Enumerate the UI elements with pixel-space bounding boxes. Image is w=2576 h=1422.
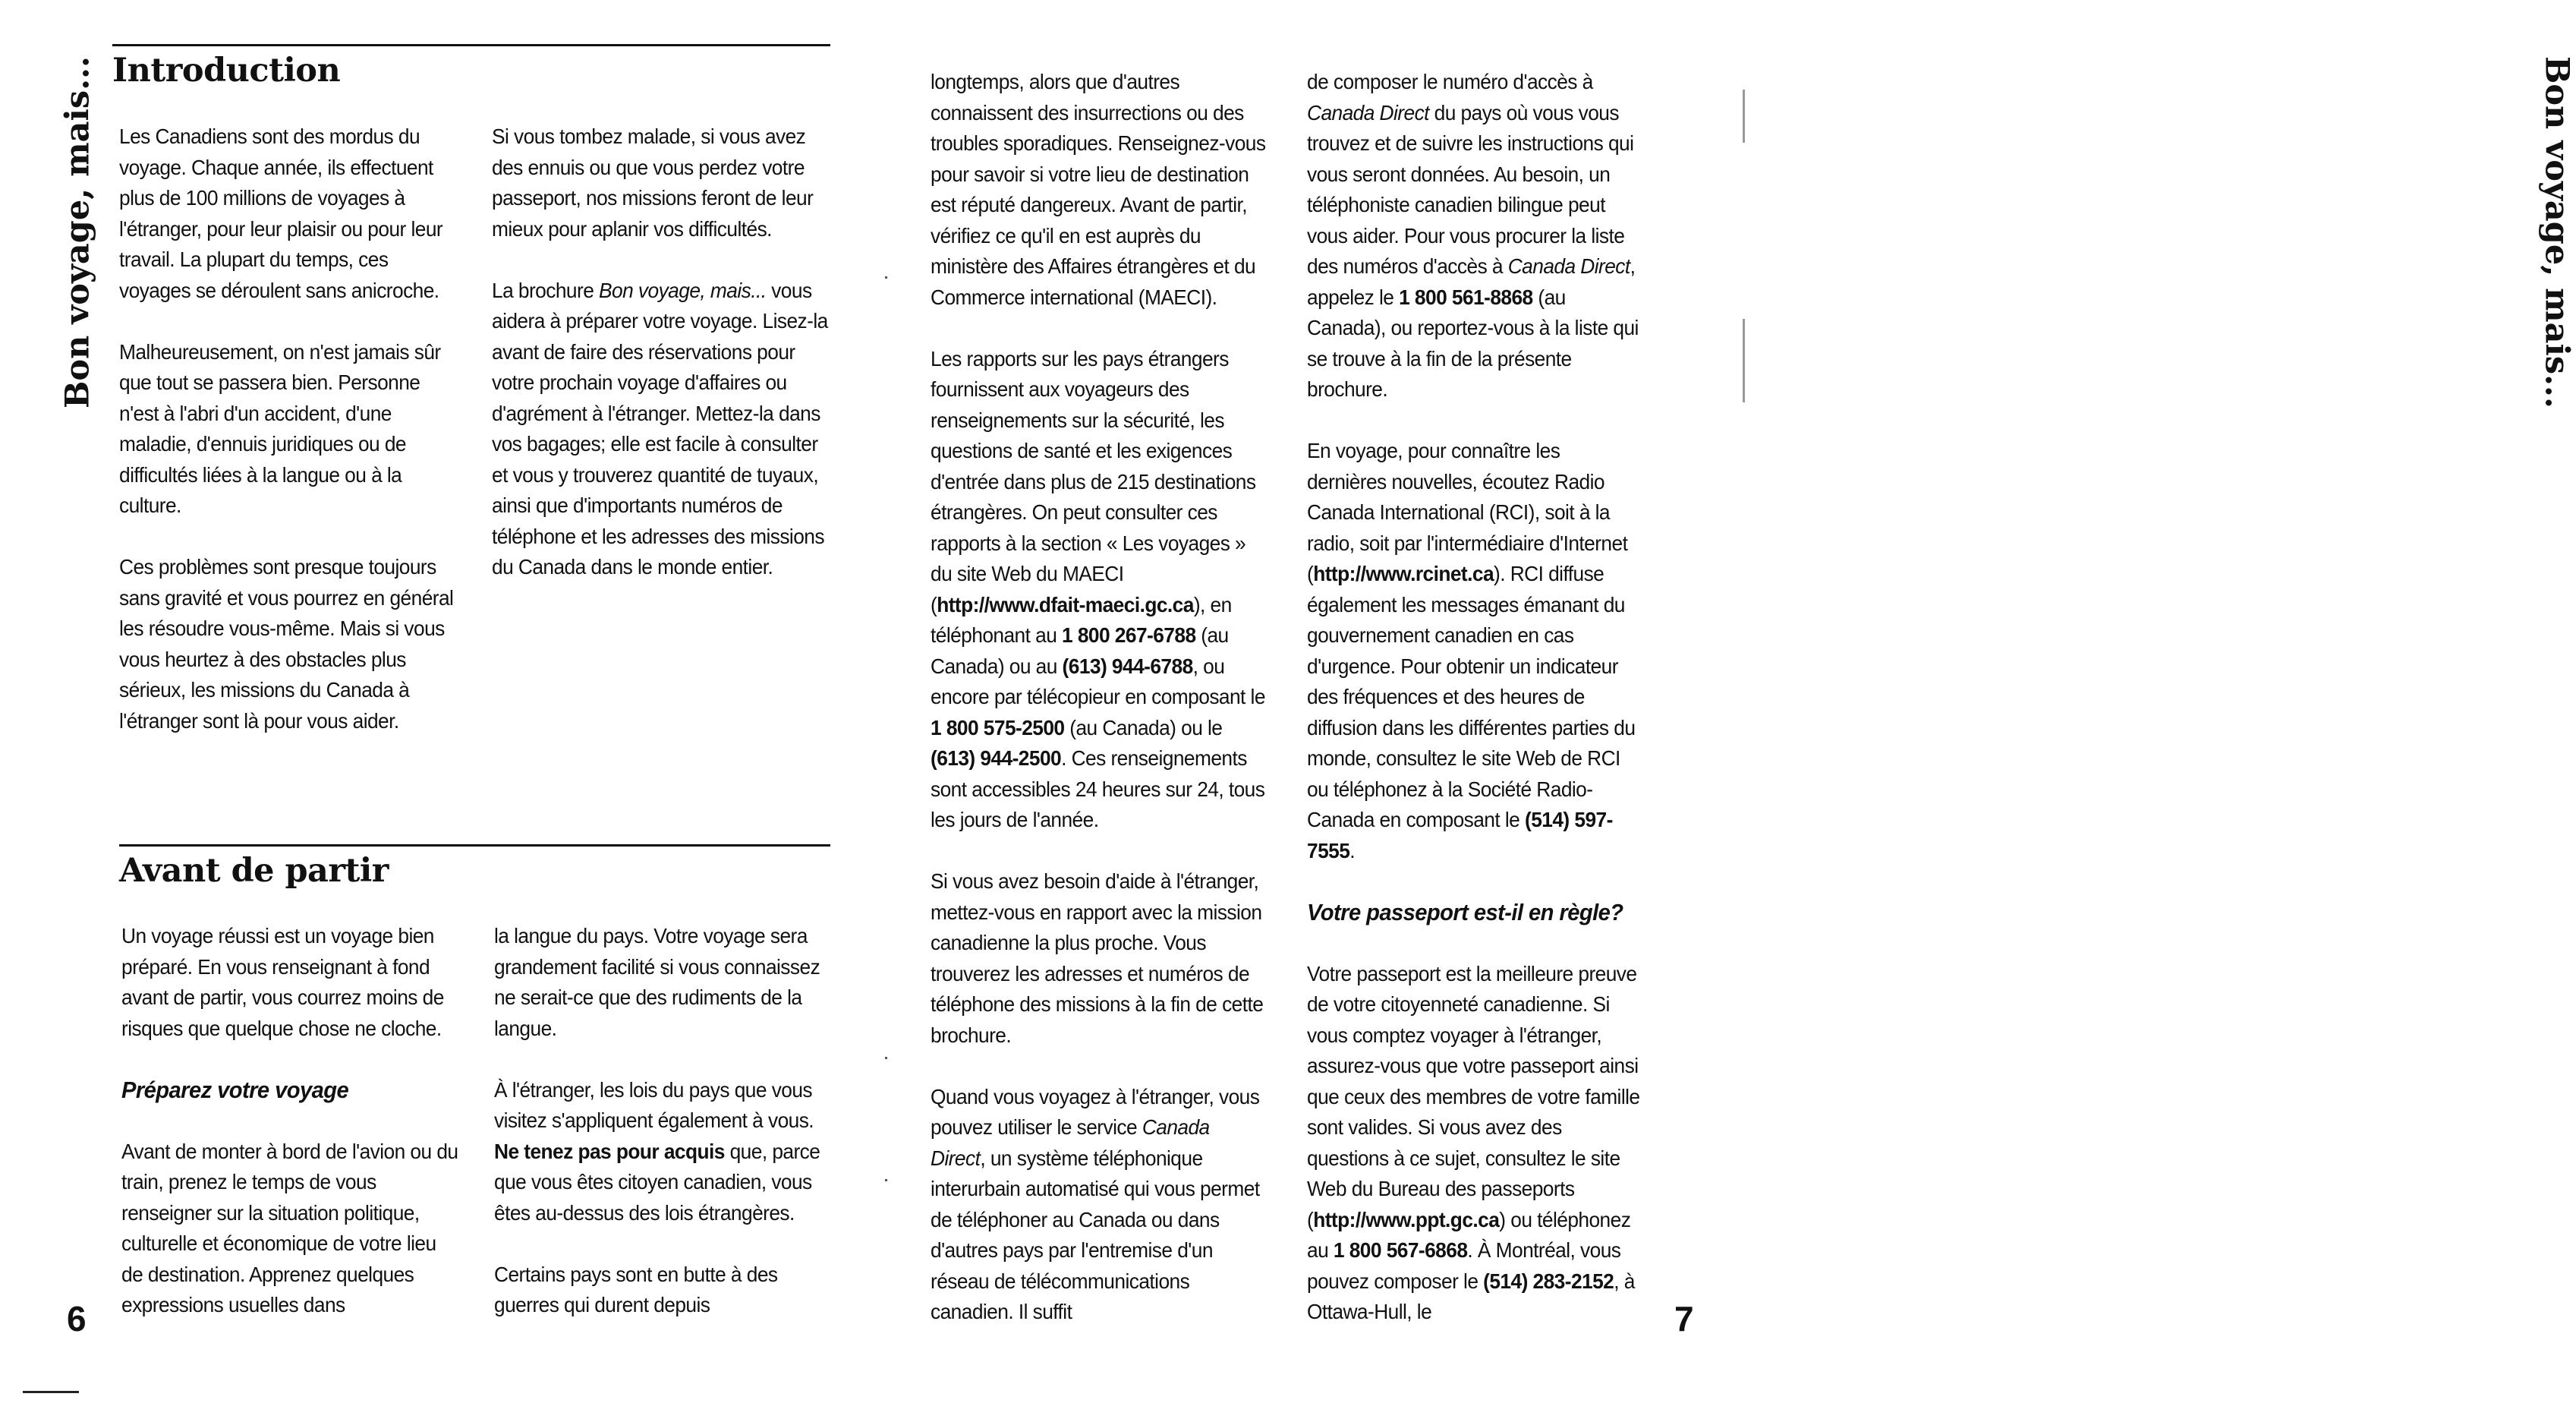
phone-number: 1 800 267-6788 [1062,623,1196,647]
avant-paragraph-5: Certains pays sont en butte à des guerres qui durent depuis [494,1262,778,1316]
intro-rule [112,44,830,46]
text-span: La brochure [492,278,600,302]
text-span: du pays où vous vous trouvez et de suivre les instructions qui vous seront données. Au besoin, un téléphoniste canadien bilingue peut vous aider. Pour vous procurer la liste des numéros d'accès à [1307,100,1634,278]
margin-dot [885,276,887,279]
service-name: Canada Direct [1307,100,1429,125]
side-title-left: Bon voyage, mais... [58,56,97,408]
text-span: que, parce que vous êtes citoyen canadien, vous êtes au-dessus des lois étrangères. [494,1139,820,1225]
margin-dot [885,1179,887,1181]
intro-paragraph-5 [492,276,830,583]
right-column-2 [1307,67,1642,1328]
text-span: En voyage, pour connaître les dernières nouvelles, écoutez Radio Canada International (RCI), soit à la radio, soit par l'intermédiaire d'Internet ( [1307,439,1628,585]
page-right [877,0,2576,1422]
phone-number: (613) 944-6788 [1062,654,1193,678]
avant-paragraph-4 [494,1075,833,1229]
bold-warning: Ne tenez pas pour acquis [494,1139,725,1163]
text-span: de composer le numéro d'accès à [1307,70,1593,93]
intro-column-1 [119,121,458,736]
text-span: , à Ottawa-Hull, le [1307,1269,1635,1323]
text-span: Quand vous voyagez à l'étranger, vous pouvez utiliser le service [931,1084,1260,1139]
subheading-preparez: Préparez votre voyage [121,1076,349,1103]
text-span: . À Montréal, vous pouvez composer le [1307,1238,1621,1293]
avant-title: Avant de partir [119,852,389,890]
avant-rule [119,844,830,847]
avant-paragraph-2: Avant de monter à bord de l'avion ou du train, prenez le temps de vous renseigner sur la situation politique, culturelle et économique de votre lieu de destination. Apprenez quelques expressions usuelles dans [121,1139,458,1316]
text-span: Les rapports sur les pays étrangers fournissent aux voyageurs des renseignements sur la sécurité, les questions de santé et les exigences d'entrée dans plus de 215 destinations étrangères. On peut consulter ces rapports à la section « Les voyages » du site Web du MAECI ( [931,346,1256,616]
text-span: ). RCI diffuse également les messages émanant du gouvernement canadien en cas d'urgence. Pour obtenir un indicateur des fréquences et des heures de diffusion dans les différentes parties du monde, consultez le site Web de RCI ou téléphonez à la Société Radio-Canada en composant le [1307,562,1636,831]
text-span: ) ou téléphonez au [1307,1207,1631,1262]
intro-paragraph-2: Malheureusement, on n'est jamais sûr que tout se passera bien. Personne n'est à l'abri d'un accident, d'une maladie, d'ennuis juridiques ou de difficultés liées à la langue ou à la culture. [119,339,441,517]
rci-url: http://www.rcinet.ca [1313,562,1494,585]
text-span: , ou encore par télécopieur en composant le [931,654,1265,708]
page-left [0,0,877,1422]
ppt-url: http://www.ppt.gc.ca [1313,1207,1500,1231]
text-span: , un système téléphonique interurbain automatisé qui vous permet de téléphoner au Canada ou dans d'autres pays par l'entremise d'un réseau de télécommunications canadien. Il suffit [931,1146,1260,1323]
text-span: À l'étranger, les lois du pays que vous visitez s'appliquent également à vous. [494,1077,814,1132]
side-title-right: Bon voyage, mais... [2537,56,2576,408]
page-number-right: 7 [1674,1299,1694,1338]
page-edge-mark [1743,90,1745,143]
phone-number: 1 800 561-8868 [1399,285,1533,309]
intro-paragraph-3: Ces problèmes sont presque toujours sans gravité et vous pourrez en général les résoudre vous-même. Mais si vous vous heurtez à des obstacles plus sérieux, les missions du Canada à l'étranger sont là pour vous aider. [119,555,454,733]
text-span: (au Canada) ou au [931,623,1229,678]
right-paragraph-1: longtemps, alors que d'autres connaissent des insurrections ou des troubles sporadiques. Renseignez-vous pour savoir si votre lieu de destination est réputé dangereux. Avant de partir, vérifiez ce qu'il en est auprès du ministère des Affaires étrangères et du Commerce international (MAECI). [931,70,1266,309]
avant-paragraph-3: la langue du pays. Votre voyage sera grandement facilité si vous connaissez ne serait-ce que des rudiments de la langue. [494,924,820,1040]
text-span: (au Canada) ou le [1064,715,1223,739]
right-paragraph-6 [1307,436,1642,866]
brochure-title: Bon voyage, mais... [599,278,767,302]
intro-paragraph-1: Les Canadiens sont des mordus du voyage. Chaque année, ils effectuent plus de 100 millions de voyages à l'étranger, pour leur plaisir ou pour leur travail. La plupart du temps, ces voyages se déroulent sans anicroche. [119,125,443,302]
text-span: Votre passeport est la meilleure preuve de votre citoyenneté canadienne. Si vous comptez voyager à l'étranger, assurez-vous que votre passeport ainsi que ceux des membres de votre famille sont valides. Si vous avez des questions à ce sujet, consultez le site Web du Bureau des passeports ( [1307,961,1640,1231]
bottom-rule-left [23,1391,79,1393]
text-span: ), en téléphonant au [931,592,1232,647]
intro-paragraph-4: Si vous tombez malade, si vous avez des ennuis ou que vous perdez votre passeport, nos missions feront de leur mieux pour aplanir vos difficultés. [492,125,814,241]
avant-column-2 [494,921,833,1321]
text-span: . Ces renseignements sont accessibles 24 heures sur 24, tous les jours de l'année. [931,746,1265,831]
text-span: , appelez le [1307,254,1636,309]
right-paragraph-2 [931,344,1266,836]
avant-paragraph-1: Un voyage réussi est un voyage bien préparé. En vous renseignant à fond avant de partir, vous courrez moins de risques que quelque chose ne cloche. [121,924,444,1040]
phone-number: (514) 597-7555 [1307,808,1613,862]
right-paragraph-7 [1307,959,1642,1328]
intro-title: Introduction [112,52,341,90]
text-span: vous aidera à préparer votre voyage. Lisez-la avant de faire des réservations pour votre prochain voyage d'affaires ou d'agrément à l'étranger. Mettez-la dans vos bagages; elle est facile à consulter et vous y trouverez quantité de tuyaux, ainsi que d'importants numéros de téléphone et les adresses des missions du Canada dans le monde entier. [492,278,828,579]
right-paragraph-4 [931,1082,1266,1328]
margin-dot [885,1057,887,1059]
phone-number: 1 800 567-6868 [1333,1238,1468,1262]
fax-number: 1 800 575-2500 [931,715,1065,739]
phone-number: (514) 283-2152 [1483,1269,1614,1293]
subheading-passeport: Votre passeport est-il en règle? [1307,898,1623,925]
right-paragraph-3: Si vous avez besoin d'aide à l'étranger, mettez-vous en rapport avec la mission canadienne la plus proche. Vous trouverez les adresses et numéros de téléphone des missions à la fin de cette brochure. [931,869,1264,1047]
avant-column-1 [121,921,460,1321]
maeci-url: http://www.dfait-maeci.gc.ca [937,592,1194,616]
service-name: Canada Direct [931,1115,1210,1170]
page-edge-mark [1743,319,1745,402]
fax-number: (613) 944-2500 [931,746,1062,770]
text-span: (au Canada), ou reportez-vous à la liste qui se trouve à la fin de la présente brochure. [1307,285,1639,401]
page-number-left: 6 [67,1299,87,1338]
right-paragraph-5 [1307,67,1642,405]
text-span: . [1349,838,1356,862]
service-name: Canada Direct [1507,254,1630,278]
right-column-1 [931,67,1266,1328]
intro-column-2 [492,121,830,583]
